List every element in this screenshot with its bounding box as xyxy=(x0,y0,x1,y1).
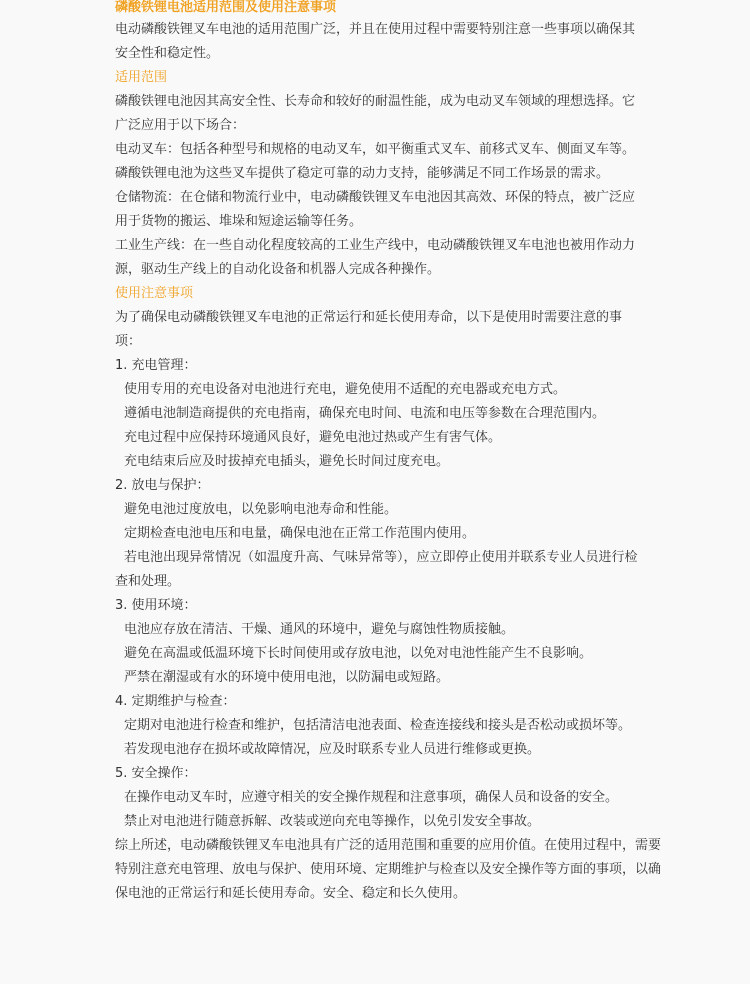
section-item: 在操作电动叉车时，应遵守相关的安全操作规程和注意事项，确保人员和设备的安全。 xyxy=(124,790,619,805)
section-discharge xyxy=(115,474,640,594)
section-item: 充电结束后应及时拔掉充电插头，避免长时间过度充电。 xyxy=(124,454,450,469)
section-item: 禁止对电池进行随意拆解、改装或逆向充电等操作，以免引发安全事故。 xyxy=(124,814,541,829)
section-title: 1. 充电管理： xyxy=(115,358,197,373)
section-item: 充电过程中应保持环境通风良好，避免电池过热或产生有害气体。 xyxy=(124,430,502,445)
conclusion-paragraph: 综上所述，电动磷酸铁锂叉车电池具有广泛的适用范围和重要的应用价值。在使用过程中，需要特别注意充电管理、放电与保护、使用环境、定期维护与检查以及安全操作等方面的事项，以确保电池的正常运行和延长使用寿命。安全、稳定和长久使用。 xyxy=(115,838,662,901)
section-item: 严禁在潮湿或有水的环境中使用电池，以防漏电或短路。 xyxy=(124,670,450,685)
section-item: 定期检查电池电压和电量，确保电池在正常工作范围内使用。 xyxy=(124,526,476,541)
usage-intro: 为了确保电动磷酸铁锂叉车电池的正常运行和延长使用寿命，以下是使用时需要注意的事项： xyxy=(115,310,623,349)
section-item: 电池应存放在清洁、干燥、通风的环境中，避免与腐蚀性物质接触。 xyxy=(124,622,515,637)
section-item: 遵循电池制造商提供的充电指南，确保充电时间、电流和电压等参数在合理范围内。 xyxy=(124,406,606,421)
section-title: 4. 定期维护与检查： xyxy=(115,694,236,709)
section-safety xyxy=(115,762,640,834)
section-item: 若发现电池存在损坏或故障情况，应及时联系专业人员进行维修或更换。 xyxy=(124,742,541,757)
section-item: 若电池出现异常情况（如温度升高、气味异常等），应立即停止使用并联系专业人员进行检查和处理。 xyxy=(115,550,638,589)
section-item: 定期对电池进行检查和维护，包括清洁电池表面、检查连接线和接头是否松动或损坏等。 xyxy=(124,718,632,733)
section-title: 5. 安全操作： xyxy=(115,766,197,781)
section-title: 2. 放电与保护： xyxy=(115,478,210,493)
section-item: 使用专用的充电设备对电池进行充电，避免使用不适配的充电器或充电方式。 xyxy=(124,382,567,397)
scope-item-warehouse: 仓储物流：在仓储和物流行业中，电动磷酸铁锂叉车电池因其高效、环保的特点，被广泛应用于货物的搬运、堆垛和短途运输等任务。 xyxy=(115,190,636,229)
section-title: 3. 使用环境： xyxy=(115,598,197,613)
section-maintenance xyxy=(115,690,640,762)
section-item: 避免在高温或低温环境下长时间使用或存放电池，以免对电池性能产生不良影响。 xyxy=(124,646,593,661)
scope-item-forklift: 电动叉车：包括各种型号和规格的电动叉车，如平衡重式叉车、前移式叉车、侧面叉车等。磷酸铁锂电池为这些叉车提供了稳定可靠的动力支持，能够满足不同工作场景的需求。 xyxy=(115,142,636,181)
section-item: 避免电池过度放电，以免影响电池寿命和性能。 xyxy=(124,502,398,517)
scope-heading: 适用范围 xyxy=(115,70,168,85)
section-environment xyxy=(115,594,640,690)
usage-heading: 使用注意事项 xyxy=(115,286,194,301)
scope-item-production: 工业生产线：在一些自动化程度较高的工业生产线中，电动磷酸铁锂叉车电池也被用作动力源，驱动生产线上的自动化设备和机器人完成各种操作。 xyxy=(115,238,636,277)
scope-intro: 磷酸铁锂电池因其高安全性、长寿命和较好的耐温性能，成为电动叉车领域的理想选择。它广泛应用于以下场合： xyxy=(115,94,636,133)
intro-paragraph: 电动磷酸铁锂叉车电池的适用范围广泛，并且在使用过程中需要特别注意一些事项以确保其安全性和稳定性。 xyxy=(115,22,636,61)
article-title: 磷酸铁锂电池适用范围及使用注意事项 xyxy=(115,0,337,15)
section-charging xyxy=(115,354,640,474)
